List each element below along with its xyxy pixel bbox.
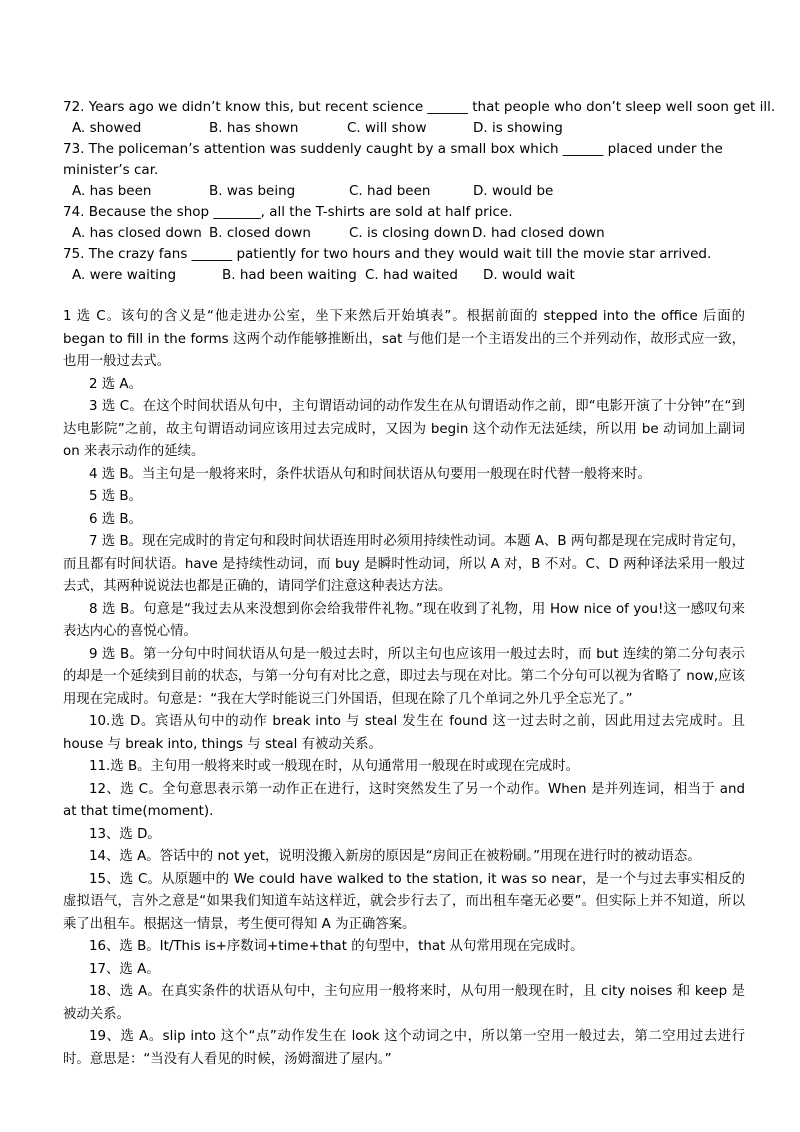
answer-6: 6 选 B。 (89, 511, 143, 527)
option-d: D. would wait (483, 267, 575, 283)
option-a: A. has closed down (72, 225, 202, 241)
answer-19: 19、选 A。slip into 这个“点”动作发生在 look 这个动词之中，所以第一空用一般过去，第二空用过去进行时。意思是：“当没有人看见的时候，汤姆溜进了屋内。” (63, 1029, 745, 1067)
option-b: B. had been waiting (222, 267, 357, 283)
question-74-stem: 74. Because the shop _______, all the T-shirts are sold at half price. (63, 204, 513, 220)
option-d: D. had closed down (472, 225, 605, 241)
answer-11: 11.选 B。主句用一般将来时或一般现在时，从句通常用一般现在时或现在完成时。 (89, 759, 580, 774)
option-b: B. has shown (209, 120, 299, 136)
answer-1: 1 选 C。该句的含义是“他走进办公室，坐下来然后开始填表”。根据前面的 stepped into the office 后面的 began to fill in the forms 这两个动作能够推断出，sat 与他们是一个主语发出的三个并列动作，故形式应一致，也用一般过去式。 (63, 309, 745, 369)
answer-9: 9 选 B。第一分句中时间状语从句是一般过去时，所以主句也应该用一般过去时，而 but 连续的第二分句表示的却是一个延续到目前的状态，与第一分句有对比之意，即过去与现在对比。第二个分句可以视为省略了 now,应该用现在完成时。句意是：“我在大学时能说三门外国语，但现在除了几个单词之外几乎全忘光了。” (63, 646, 745, 707)
question-72-options (72, 118, 752, 139)
question-75-options (72, 265, 752, 286)
answer-13: 13、选 D。 (89, 826, 161, 842)
option-b: B. closed down (209, 225, 311, 241)
option-a: A. showed (72, 120, 142, 136)
answer-17: 17、选 A。 (89, 961, 160, 977)
answer-18: 18、选 A。在真实条件的状语从句中，主句应用一般将来时，从句用一般现在时，且 city noises 和 keep 是被动关系。 (63, 984, 745, 1022)
option-a: A. were waiting (72, 267, 177, 283)
question-72-stem: 72. Years ago we didn’t know this, but recent science ______ that people who don’t sleep well soon get ill. (63, 99, 776, 115)
question-75-stem: 75. The crazy fans ______ patiently for two hours and they would wait till the movie star arrived. (63, 246, 712, 262)
answer-14: 14、选 A。答话中的 not yet，说明没搬入新房的原因是“房间正在被粉刷。”用现在进行时的被动语态。 (89, 849, 701, 864)
question-73-stem-continued: minister’s car. (63, 162, 159, 178)
answer-15: 15、选 C。从原题中的 We could have walked to the station, it was so near，是一个与过去事实相反的虚拟语气，言外之意是“如果我们知道车站这样近，就会步行去了，而出租车毫无必要”。但实际上并不知道，所以乘了出租车。根据这一情景，考生便可得知 A 为正确答案。 (63, 871, 745, 932)
answer-5: 5 选 B。 (89, 489, 143, 504)
option-c: C. is closing down (349, 225, 471, 241)
option-a: A. has been (72, 183, 152, 199)
option-c: C. had waited (365, 267, 458, 283)
answer-8: 8 选 B。句意是“我过去从来没想到你会给我带件礼物。”现在收到了礼物，用 How nice of you!这一感叹句来表达内心的喜悦心情。 (63, 601, 745, 639)
answer-7: 7 选 B。现在完成时的肯定句和段时间状语连用时必须用持续性动词。本题 A、B 两句都是现在完成时肯定句，而且都有时间状语。have 是持续性动词，而 buy 是瞬时性动词，所以 A 对，B 不对。C、D 两种译法采用一般过去式，其两种说说法也都是正确的，请同学们注意这种表达方法。 (63, 534, 745, 594)
question-74-options (72, 223, 752, 244)
answer-16: 16、选 B。It/This is+序数词+time+that 的句型中，that 从句常用现在完成时。 (89, 939, 584, 954)
answer-3: 3 选 C。在这个时间状语从句中，主句谓语动词的动作发生在从句谓语动作之前，即“电影开演了十分钟”在“到达电影院”之前，故主句谓语动词应该用过去完成时，又因为 begin 这个动作无法延续，所以用 be 动词加上副词 on 来表示动作的延续。 (63, 399, 745, 459)
question-73-options (72, 181, 752, 202)
answer-10: 10.选 D。宾语从句中的动作 break into 与 steal 发生在 found 这一过去时之前，因此用过去完成时。且 house 与 break into, things 与 steal 有被动关系。 (63, 714, 745, 752)
answer-12: 12、选 C。全句意思表示第一动作正在进行，这时突然发生了另一个动作。When 是并列连词，相当于 and at that time(moment). (63, 781, 745, 819)
answer-4: 4 选 B。当主句是一般将来时，条件状语从句和时间状语从句要用一般现在时代替一般将来时。 (89, 466, 651, 482)
option-b: B. was being (209, 183, 296, 199)
option-d: D. would be (473, 183, 554, 199)
option-d: D. is showing (473, 120, 563, 136)
answer-2: 2 选 A。 (89, 376, 142, 392)
option-c: C. had been (349, 183, 431, 199)
answer-key (63, 306, 745, 1071)
option-c: C. will show (347, 120, 427, 136)
question-73-stem: 73. The policeman’s attention was suddenly caught by a small box which ______ placed under the (63, 141, 723, 157)
